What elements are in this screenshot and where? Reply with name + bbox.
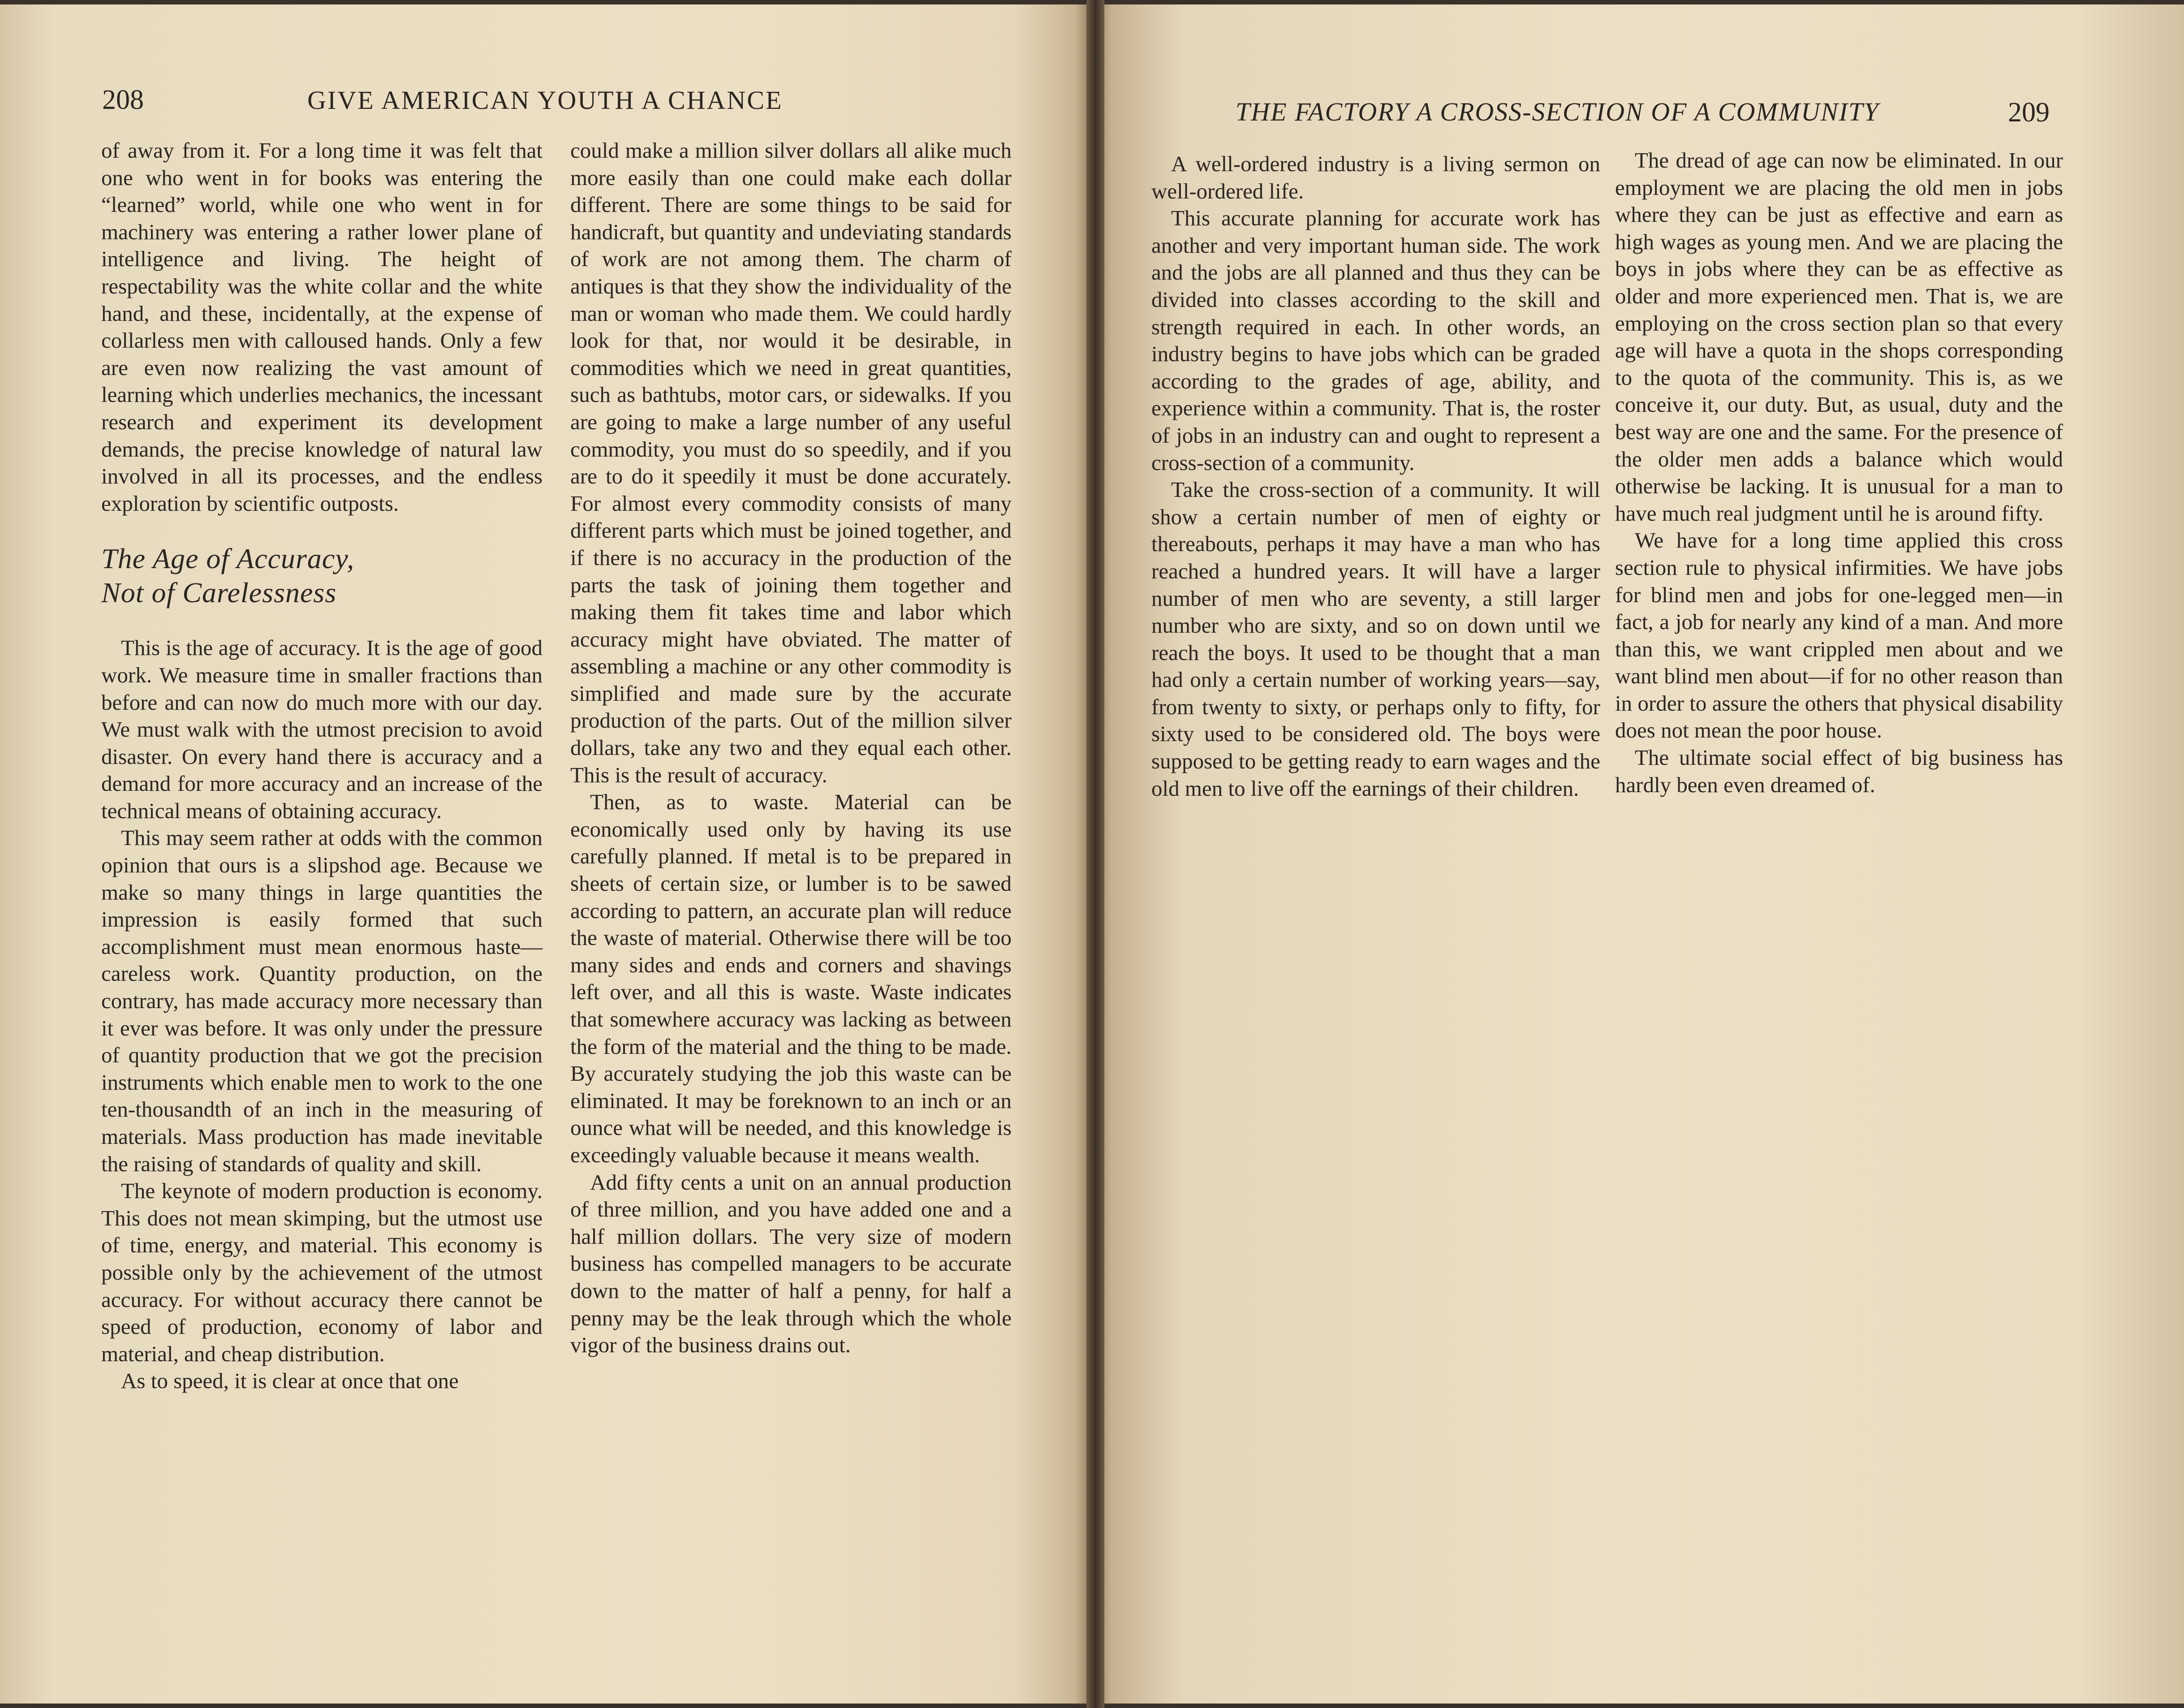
paragraph: of away from it. For a long time it was felt that one who went in for books was entering the “learned” world, while one who went in for machinery was entering a rather lower plane of intelligence and living. The height of respectability was the white collar and the white hand, and these, incidentally, at the expense of collarless men with calloused hands. Only a few are even now realizing the vast amount of learning which underlies mechanics, the incessant research and experiment its development demands, the precise knowledge of natural law involved in all its processes, and the endless exploration by scientific outposts.	[101, 138, 543, 516]
left-column-2	[570, 137, 1012, 1359]
section-heading-line-2: Not of Carelessness	[101, 577, 337, 609]
paragraph: Take the cross-section of a community. It will show a certain number of men of eighty or thereabouts, perhaps it may have a man who has reached a hundred years. It will have a larger number of men who are seventy, a still larger number who are sixty, and so on down until we reach the boys. It used to be thought that a man had only a certain number of working years—say, from twenty to sixty, or perhaps only to fifty, for sixty used to be considered old. The boys were supposed to be getting ready to earn wages and the old men to live off the earnings of their children.	[1151, 477, 1600, 801]
paragraph: This may seem rather at odds with the common opinion that ours is a slipshod age. Because we make so many things in large quantities the impression is easily formed that such accomplishment must mean enormous haste—careless work. Quantity production, on the contrary, has made accuracy more necessary than it ever was before. It was only under the pressure of quantity production that we got the precision instruments which enable men to work to the one ten-thousandth of an inch in the measuring of materials. Mass production has made inevitable the raising of standards of quality and skill.	[101, 825, 543, 1176]
paragraph: This is the age of accuracy. It is the age of good work. We measure time in smaller fractions than before and can now do much more with our day. We must walk with the utmost precision to avoid disaster. On every hand there is accuracy and a demand for more accuracy and an increase of the technical means of obtaining accuracy.	[101, 635, 543, 823]
paragraph: This accurate planning for accurate work has another and very important human side. The work and the jobs are all planned and thus they can be divided into classes according to the skill and strength required in each. In other words, an industry begins to have jobs which can be graded according to the grades of age, ability, and experience within a community. That is, the roster of jobs in an industry can and ought to represent a cross-section of a community.	[1151, 206, 1600, 475]
right-column-1	[1151, 151, 1600, 802]
running-head-right: THE FACTORY A CROSS-SECTION OF A COMMUNITY	[1236, 97, 1879, 126]
section-heading	[101, 542, 543, 610]
book-gutter	[1086, 0, 1104, 1708]
left-column-1	[101, 137, 543, 1395]
right-page	[1093, 4, 2184, 1704]
paragraph: Add fifty cents a unit on an annual production of three million, and you have added one and a half million dollars. The very size of modern business has compelled managers to be accurate down to the matter of half a penny, for half a penny may be the leak through which the whole vigor of the business drains out.	[570, 1169, 1012, 1358]
right-column-2	[1615, 147, 2063, 798]
left-page	[0, 4, 1093, 1704]
paragraph: Then, as to waste. Material can be economically used only by having its use carefully planned. If metal is to be prepared in sheets of certain size, or lumber is to be sawed according to pattern, an accurate plan will reduce the waste of material. Otherwise there will be too many sides and ends and corners and shavings left over, and all this is waste. Waste indicates that somewhere accuracy was lacking as between the form of the material and the thing to be made. By accurately studying the job this waste can be eliminated. It may be foreknown to an inch or an ounce what will be needed, and this knowledge is exceedingly valuable because it means wealth.	[570, 789, 1012, 1167]
paragraph: The ultimate social effect of big business has hardly been even dreamed of.	[1615, 745, 2063, 797]
paragraph: could make a million silver dollars all alike much more easily than one could make each dollar different. There are some things to be said for handicraft, but quantity and undeviating standards of work are not among them. The charm of antiques is that they show the individuality of the man or woman who made them. We could hardly look for that, nor would it be desirable, in commodities which we need in great quantities, such as bathtubs, motor cars, or sidewalks. If you are going to make a large number of any useful commodity, you must do so speedily, and if you are to do it speedily it must be done accurately. For almost every commodity consists of many different parts which must be joined together, and if there is no accuracy in the production of the parts the task of joining them together and making them fit takes time and labor which accuracy might have obviated. The matter of assembling a machine or any other commodity is simplified and made sure by the accurate production of the parts. Out of the million silver dollars, take any two and they equal each other. This is the result of accuracy.	[570, 138, 1012, 787]
paragraph: We have for a long time applied this cross section rule to physical infirmities. We have jobs for blind men and jobs for one-legged men—in fact, a job for nearly any kind of a man. And more than this, we want crippled men about and we want blind men about—if for no other reason than in order to assure the others that physical disability does not mean the poor house.	[1615, 528, 2063, 743]
section-heading-line-1: The Age of Accuracy,	[101, 543, 355, 575]
running-head-left: GIVE AMERICAN YOUTH A CHANCE	[307, 86, 783, 115]
paragraph: The dread of age can now be eliminated. In our employment we are placing the old men in jobs where they can be just as effective and earn as high wages as young men. And we are placing the boys in jobs where they can be as effective as older and more experienced men. That is, we are employing on the cross section plan so that every age will have a quota in the shops corresponding to the quota of the community. This is, as we conceive it, our duty. But, as usual, duty and the best way are one and the same. For the presence of the older men adds a balance which would otherwise be lacking. It is unusual for a man to have much real judgment until he is around fifty.	[1615, 148, 2063, 526]
paragraph: A well-ordered industry is a living sermon on well-ordered life.	[1151, 151, 1600, 203]
page-number-right: 209	[2008, 97, 2050, 128]
page-number-left: 208	[102, 85, 144, 115]
paragraph: As to speed, it is clear at once that one	[121, 1368, 459, 1393]
paragraph: The keynote of modern production is economy. This does not mean skimping, but the utmost use of time, energy, and material. This economy is possible only by the achievement of the utmost accuracy. For without accuracy there cannot be speed of production, economy of labor and material, and cheap distribution.	[101, 1178, 543, 1366]
